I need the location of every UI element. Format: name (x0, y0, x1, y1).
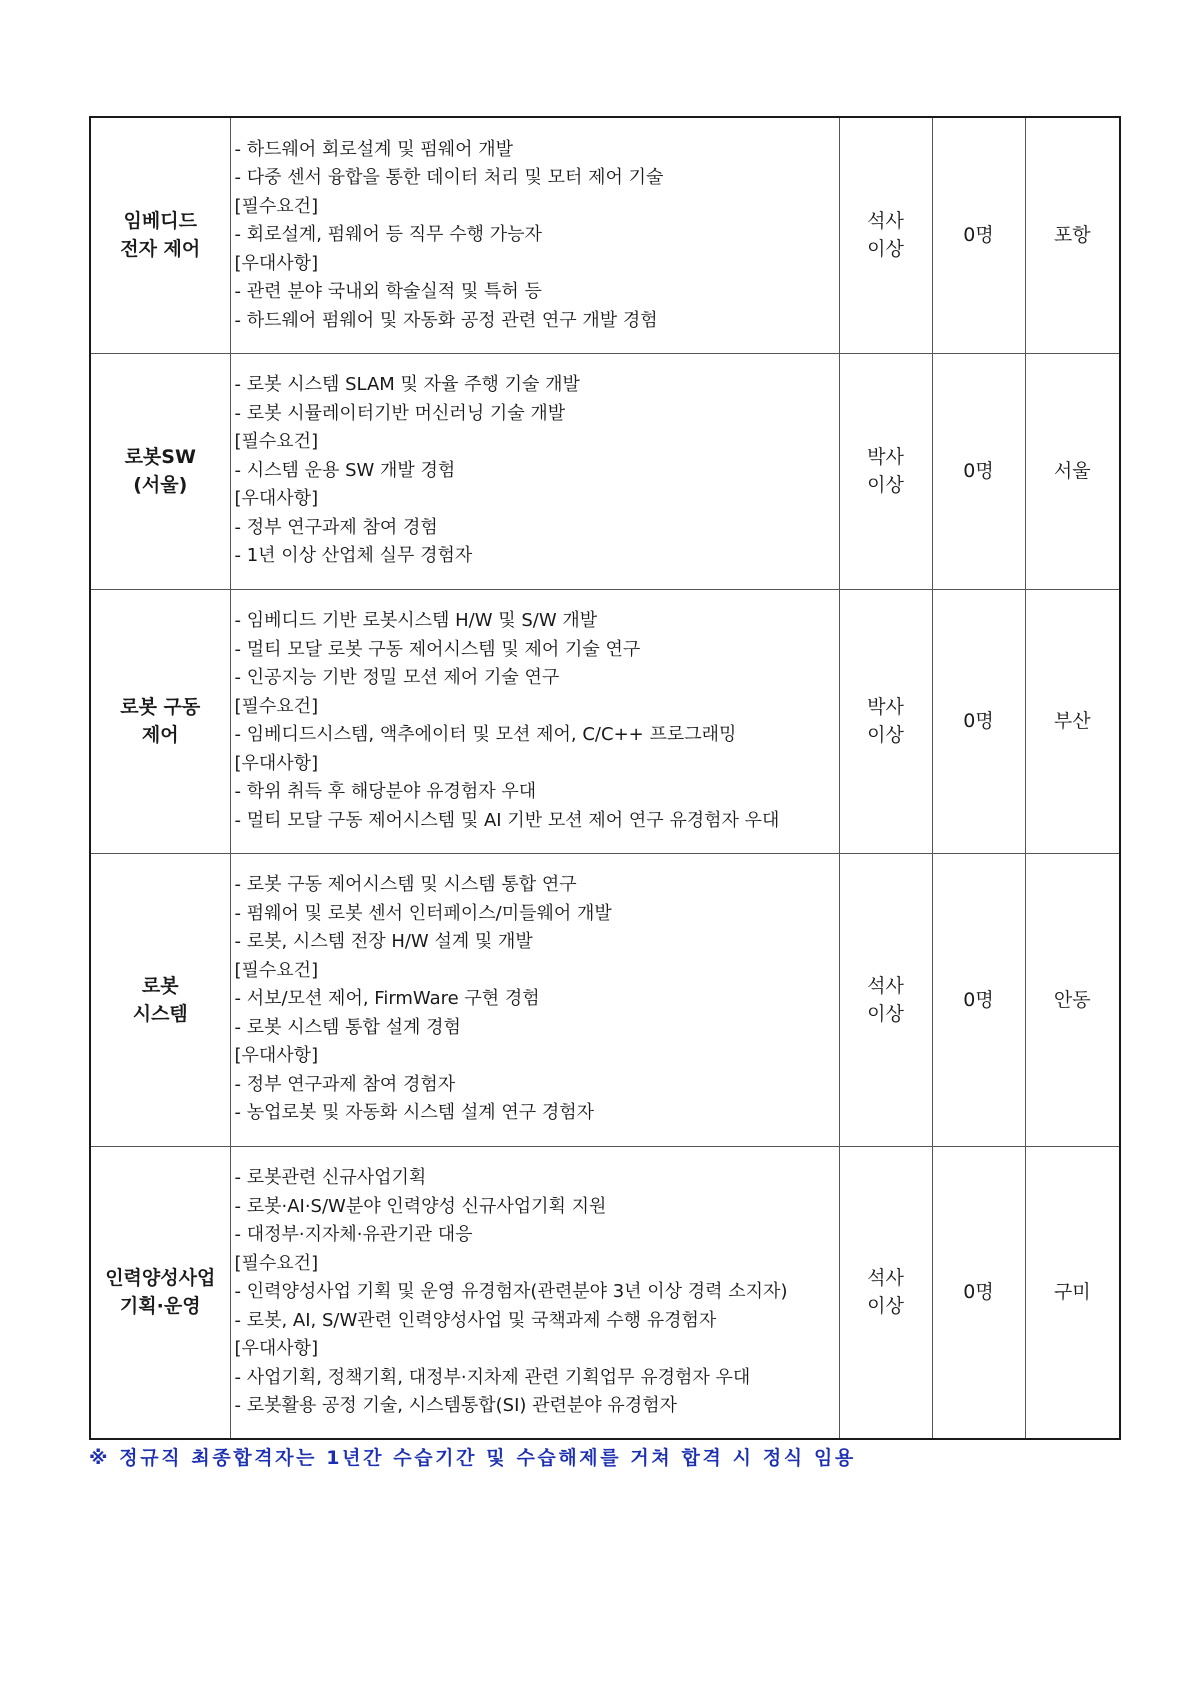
description-line: - 1년 이상 산업체 실무 경험자 (234, 545, 473, 567)
table-row (90, 1146, 1120, 1439)
count-cell: 0명 (932, 117, 1025, 353)
description-line: - 로봇관련 신규사업기획 (234, 1167, 427, 1188)
description-cell (230, 117, 839, 353)
description-cell (230, 1146, 839, 1439)
description-line: - 로봇 구동 제어시스템 및 시스템 통합 연구 (234, 874, 577, 896)
description-line: [필수요건] (234, 695, 319, 717)
description-line: - 대정부·지자체·유관기관 대응 (234, 1224, 473, 1245)
description-line: [우대사항] (234, 488, 319, 510)
field-name: 전자 제어 (120, 238, 201, 261)
field-name: 기획·운영 (119, 1295, 201, 1318)
recruitment-table-body (90, 117, 1120, 1439)
field-name: 임베디드 (123, 210, 197, 233)
description-line: [필수요건] (234, 431, 319, 453)
description-line: [필수요건] (234, 959, 319, 981)
field-cell (90, 1146, 230, 1439)
field-name: 인력양성사업 (105, 1267, 216, 1290)
degree-cell (839, 589, 932, 853)
description-line: - 관련 분야 국내외 학술실적 및 특허 등 (234, 281, 542, 302)
description-line: - 사업기획, 정책기획, 대정부·지차제 관련 기획업무 유경험자 우대 (234, 1366, 751, 1388)
description-line: - 로봇·AI·S/W분야 인력양성 신규사업기획 지원 (234, 1195, 607, 1217)
description-cell (230, 589, 839, 853)
location-cell: 안동 (1025, 853, 1120, 1146)
count-cell: 0명 (932, 353, 1025, 589)
field-cell (90, 853, 230, 1146)
degree-cell (839, 853, 932, 1146)
location-cell: 서울 (1025, 353, 1120, 589)
description-line: [우대사항] (234, 252, 319, 274)
description-line: - 정부 연구과제 참여 경험 (234, 516, 438, 538)
field-name: 시스템 (132, 1002, 188, 1025)
count-cell: 0명 (932, 1146, 1025, 1439)
description-line: - 학위 취득 후 해당분야 유경험자 우대 (234, 781, 537, 802)
probation-note: ※ 정규직 최종합격자는 1년간 수습기간 및 수습해제를 거쳐 합격 시 정식 임용 (89, 1447, 856, 1469)
description-line: [필수요건] (234, 1252, 319, 1274)
table-row (90, 589, 1120, 853)
table-row (90, 853, 1120, 1146)
degree-text: 박사 (867, 696, 904, 718)
degree-text: 석사 (867, 1267, 904, 1290)
degree-text: 석사 (867, 210, 904, 233)
count-cell: 0명 (932, 589, 1025, 853)
field-cell (90, 589, 230, 853)
field-cell (90, 353, 230, 589)
location-cell: 부산 (1025, 589, 1120, 853)
description-line: - 인공지능 기반 정밀 모션 제어 기술 연구 (234, 667, 560, 688)
degree-text: 이상 (867, 474, 904, 496)
description-line: - 정부 연구과제 참여 경험자 (234, 1073, 456, 1095)
description-line: - 하드웨어 펌웨어 및 자동화 공정 관련 연구 개발 경험 (234, 309, 658, 331)
table-row (90, 353, 1120, 589)
description-line: [우대사항] (234, 1045, 319, 1067)
description-line: - 하드웨어 회로설계 및 펌웨어 개발 (234, 138, 514, 160)
description-line: - 회로설계, 펌웨어 등 직무 수행 가능자 (234, 224, 542, 245)
description-line: - 로봇, AI, S/W관련 인력양성사업 및 국책과제 수행 유경험자 (234, 1309, 717, 1331)
description-line: [필수요건] (234, 195, 319, 217)
degree-text: 이상 (867, 238, 904, 261)
degree-text: 이상 (867, 724, 904, 746)
table-row (90, 117, 1120, 353)
field-name: 로봇 구동 (120, 696, 201, 718)
description-cell (230, 353, 839, 589)
degree-text: 이상 (867, 1295, 904, 1318)
field-cell (90, 117, 230, 353)
description-line: - 서보/모션 제어, FirmWare 구현 경험 (234, 988, 540, 1010)
degree-text: 석사 (867, 974, 904, 997)
field-name: 로봇SW (124, 446, 196, 468)
description-line: - 임베디드 기반 로봇시스템 H/W 및 S/W 개발 (234, 610, 598, 631)
count-cell: 0명 (932, 853, 1025, 1146)
description-line: [우대사항] (234, 1338, 319, 1359)
description-line: - 시스템 운용 SW 개발 경험 (234, 459, 456, 481)
field-name: 제어 (141, 724, 179, 746)
degree-text: 이상 (867, 1002, 904, 1025)
description-line: - 농업로봇 및 자동화 시스템 설계 연구 경험자 (234, 1102, 595, 1124)
degree-text: 박사 (867, 446, 904, 468)
description-cell (230, 853, 839, 1146)
location-cell: 포항 (1025, 117, 1120, 353)
description-line: - 로봇, 시스템 전장 H/W 설계 및 개발 (234, 931, 533, 953)
field-name: (서울) (133, 474, 188, 496)
degree-cell (839, 117, 932, 353)
degree-cell (839, 1146, 932, 1439)
description-line: - 로봇 시스템 통합 설계 경험 (234, 1016, 461, 1038)
description-line: - 멀티 모달 구동 제어시스템 및 AI 기반 모션 제어 연구 유경험자 우대 (234, 809, 780, 831)
description-line: - 로봇 시뮬레이터기반 머신러닝 기술 개발 (234, 402, 566, 424)
description-line: - 펌웨어 및 로봇 센서 인터페이스/미들웨어 개발 (234, 902, 612, 924)
description-line: - 다중 센서 융합을 통한 데이터 처리 및 모터 제어 기술 (234, 167, 664, 188)
degree-cell (839, 353, 932, 589)
recruitment-table (89, 116, 1121, 1440)
description-line: - 인력양성사업 기획 및 운영 유경험자(관련분야 3년 이상 경력 소지자) (234, 1281, 788, 1302)
location-cell: 구미 (1025, 1146, 1120, 1439)
field-name: 로봇 (141, 974, 179, 997)
description-line: [우대사항] (234, 752, 319, 774)
description-line: - 로봇활용 공정 기술, 시스템통합(SI) 관련분야 유경험자 (234, 1395, 677, 1416)
description-line: - 멀티 모달 로봇 구동 제어시스템 및 제어 기술 연구 (234, 638, 641, 660)
description-line: - 로봇 시스템 SLAM 및 자율 주행 기술 개발 (234, 374, 580, 396)
description-line: - 임베디드시스템, 액추에이터 및 모션 제어, C/C++ 프로그래밍 (234, 724, 737, 745)
